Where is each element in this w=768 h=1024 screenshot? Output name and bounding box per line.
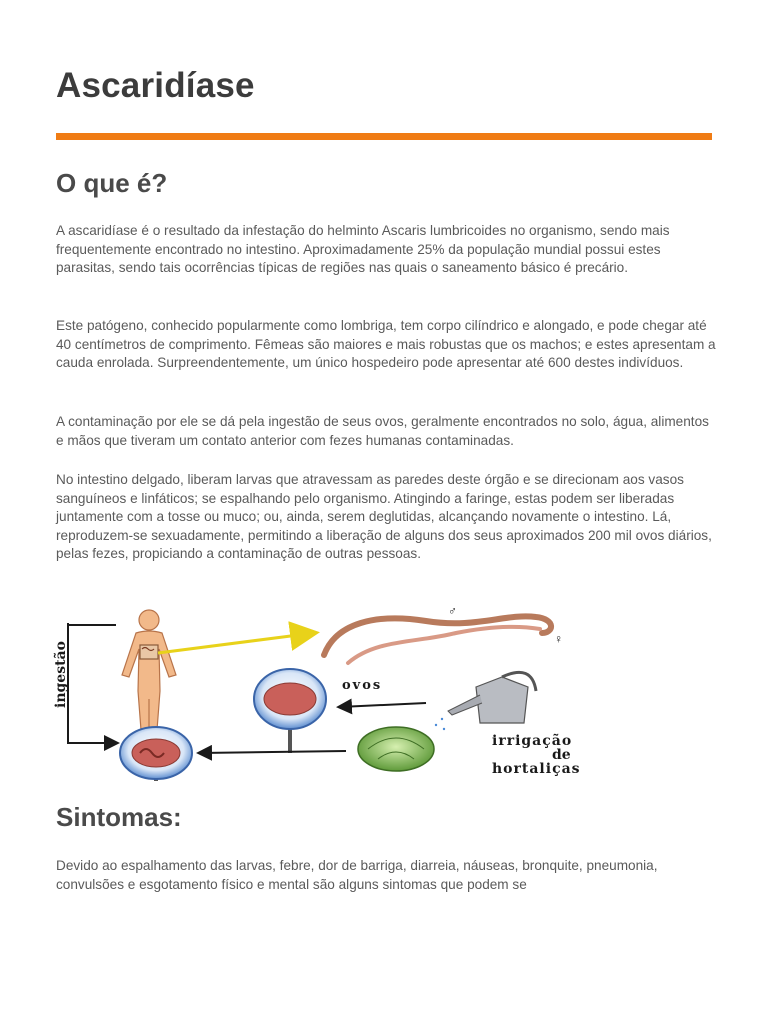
label-ovos: ovos <box>342 678 383 693</box>
watering-can-icon <box>435 672 536 730</box>
ascaris-life-cycle-illustration <box>53 603 616 781</box>
paragraph-2: Este patógeno, conhecido popularmente como lombriga, tem corpo cilíndrico e alongado, e pode chegar até 40 centímetros de comprimento. Fêmeas são maiores e mais robustas que os machos; e estes apresentam a cauda enrolada. Surpreendentemente, um único hospedeiro pode apresentar até 600 destes indivíduos. <box>56 318 716 371</box>
cabbage-icon <box>358 727 434 771</box>
page-title: Ascaridíase <box>56 66 255 105</box>
paragraph-sintomas: Devido ao espalhamento das larvas, febre, dor de barriga, diarreia, náuseas, bronquite, pneumonia, convulsões e esgotamento físico e mental são alguns sintomas que podem se <box>56 858 658 892</box>
label-ingestao: ingestão <box>53 641 69 708</box>
section-heading-sintomas: Sintomas: <box>56 802 182 832</box>
paragraph-3: A contaminação por ele se dá pela ingestão de seus ovos, geralmente encontrados no solo, água, alimentos e mãos que tiveram um contato anterior com fezes humanas contaminadas. <box>56 414 709 448</box>
larvae-disc-illustration <box>120 727 192 781</box>
human-body-illustration <box>122 610 176 743</box>
section-heading-o-que-e: O que é? <box>56 168 168 198</box>
male-symbol-icon: ♂ <box>448 604 457 618</box>
label-irrigacao: irrigação <box>492 733 573 749</box>
paragraph-1: A ascaridíase é o resultado da infestação do helminto Ascaris lumbricoides no organismo, sendo mais frequentemente encontrado no intestino. Aproximadamente 25% da população mundial possui estes parasitas, sendo tais ocorrências típicas de regiões nas quais o saneamento básico é precário. <box>56 223 670 276</box>
eggs-disc-illustration <box>254 669 326 753</box>
ascaris-worms-illustration <box>324 604 563 663</box>
label-hortalicas: hortaliças <box>492 761 581 777</box>
paragraph-4: No intestino delgado, liberam larvas que atravessam as paredes deste órgão e se direcionam aos vasos sanguíneos e linfáticos; se espalhando pelo organismo. Atingindo a faringe, estas podem ser liberadas juntamente com a tosse ou muco; ou, ainda, serem deglutidas, alcançando novamente o intestino. Lá, reproduzem-se sexuadamente, permitindo a liberação de alguns dos seus aproximados 200 mil ovos diários, pelas fezes, propiciando a contaminação de outras pessoas. <box>56 472 712 562</box>
title-divider <box>56 133 712 140</box>
label-de: de <box>552 747 571 763</box>
female-symbol-icon: ♀ <box>554 632 563 646</box>
